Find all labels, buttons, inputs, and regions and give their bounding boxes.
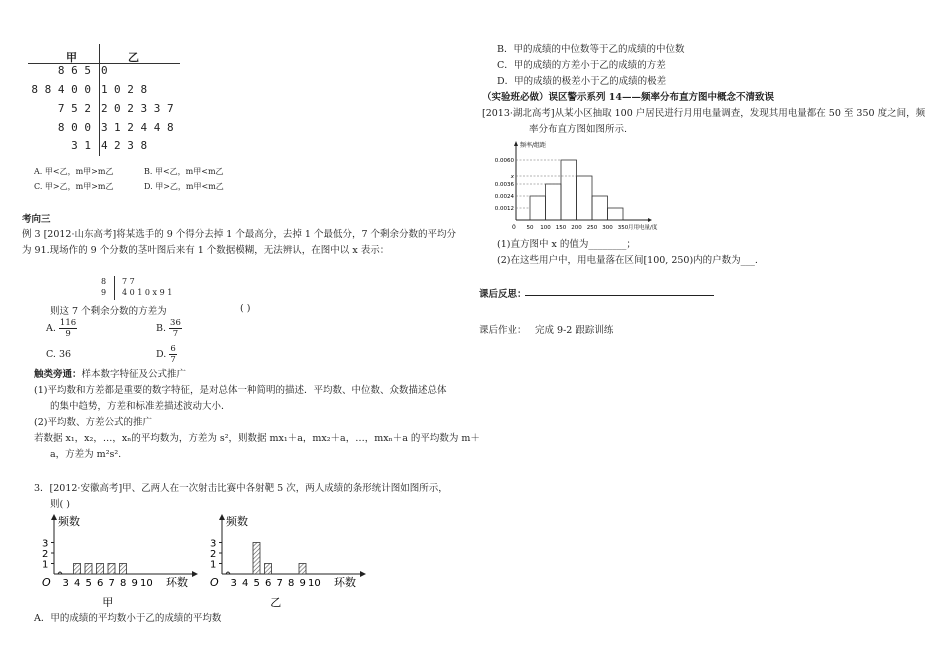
hist-bar-300-350 xyxy=(608,208,624,220)
sub-question-1: (1)直方图中 x 的值为________； xyxy=(497,239,636,250)
y-tick-label: 0.0012 xyxy=(494,206,514,212)
opt-b-den: 7 xyxy=(172,329,179,339)
x-tick-label: 150 xyxy=(555,225,567,231)
sub-question-2: (2)在这些用户中，用电量落在区间[100, 250)内的户数为___. xyxy=(497,255,758,266)
problem-line2: 率分布直方图如图所示. xyxy=(529,124,628,135)
y-tick-label: 1 xyxy=(210,559,217,571)
bar-4 xyxy=(74,564,81,575)
option-3b: B. $\frac{36}{7}$ xyxy=(156,318,181,339)
bar-5 xyxy=(253,543,260,575)
bar-6 xyxy=(97,564,104,575)
q3-option-b: B．甲的成绩的中位数等于乙的成绩的中位数 xyxy=(497,44,685,55)
reflection-label: 课后反思： xyxy=(479,289,527,300)
bar-9 xyxy=(299,564,306,575)
y-tick-label: 2 xyxy=(210,549,217,560)
ext1-line2: 的集中趋势，方差和标准差描述波动大小． xyxy=(50,401,231,412)
opt-d-den: 7 xyxy=(170,355,176,365)
stemleaf-stem: 1 xyxy=(101,83,108,96)
bar-7 xyxy=(108,564,115,575)
x-tick-label: 200 xyxy=(571,225,582,231)
chart-title: 频率/组距 xyxy=(520,142,547,149)
sl2-vline xyxy=(114,276,115,300)
sl2-leaves-2: 4 0 1 0 x 9 1 xyxy=(122,288,173,297)
x-axis-label: 环数 xyxy=(166,576,188,589)
hist-bar-250-300 xyxy=(592,196,608,220)
x-tick-label: 50 xyxy=(526,225,534,231)
y-axis-label: 频数 xyxy=(58,515,80,528)
x-tick-label: 4 xyxy=(242,578,249,589)
x-tick-label: 6 xyxy=(97,578,104,589)
stemleaf-right-leaves: 0 2 3 3 7 xyxy=(114,102,174,115)
chart-caption: 甲 xyxy=(102,596,114,607)
sl2-stem-1: 8 xyxy=(101,277,107,286)
y-tick-label: 3 xyxy=(210,538,217,550)
stemleaf-stem: 4 xyxy=(101,139,108,152)
y-axis-arrow xyxy=(51,514,57,520)
x-tick-label: 10 xyxy=(140,578,153,589)
bar-5 xyxy=(85,564,92,575)
q3-line2: 则( ) xyxy=(50,499,70,510)
opt-a-den: 9 xyxy=(65,329,71,339)
y-tick-label: 1 xyxy=(42,559,49,571)
x-tick-label: 6 xyxy=(265,578,272,589)
chart-caption: 乙 xyxy=(270,596,282,607)
electricity-histogram xyxy=(478,138,718,236)
homework-text: 完成 9-2 跟踪训练 xyxy=(535,325,614,336)
origin-label: O xyxy=(42,576,51,589)
x-tick-label: 9 xyxy=(131,578,138,589)
sl2-stem-2: 9 xyxy=(101,288,107,297)
stemleaf-right-leaves: 1 2 4 4 8 xyxy=(114,121,174,134)
option-1c: C. 甲>乙，m甲>m乙 xyxy=(34,182,114,191)
opt-b-num: 36 xyxy=(170,318,181,328)
reflection-line xyxy=(525,295,714,296)
y-tick-label: 3 xyxy=(42,538,49,550)
ext2-line1: 若数据 x₁，x₂，…，xₙ的平均数为，方差为 s²，则数据 mx₁＋a，mx₂＋a，…，mxₙ＋a 的平均数为 m＋ xyxy=(34,433,480,444)
shooting-chart-yi xyxy=(198,512,368,607)
ext1-line1: (1)平均数和方差都是重要的数字特征，是对总体一种简明的描述．平均数、中位数、众数描述总体 xyxy=(34,385,447,396)
y-axis-arrow xyxy=(514,141,518,146)
x-tick-label: 100 xyxy=(540,225,551,231)
extension-sub: 样本数字特征及公式推广 xyxy=(81,369,187,380)
extension-title: 触类旁通： xyxy=(34,369,82,380)
option-1b: B. 甲<乙，m甲<m乙 xyxy=(144,167,224,176)
option-3d: D. $\frac{6}{7}$ xyxy=(156,344,176,365)
x-tick-label: 8 xyxy=(288,578,295,589)
homework-label: 课后作业： xyxy=(479,325,527,336)
warning-title: （实验班必做）误区警示系列 14——频率分布直方图中概念不清致误 xyxy=(482,92,775,103)
x-tick-label: 7 xyxy=(276,578,283,589)
stemleaf-header-left: 甲 xyxy=(66,51,77,64)
origin-label: 0 xyxy=(512,224,516,231)
q3-option-a: A．甲的成绩的平均数小于乙的成绩的平均数 xyxy=(34,613,222,624)
y-axis-arrow xyxy=(219,514,225,520)
y-tick-label: 2 xyxy=(42,549,49,560)
stemleaf-vline xyxy=(99,44,100,156)
bar-6 xyxy=(265,564,272,575)
q3-line1: 3．[2012·安徽高考]甲、乙两人在一次射击比赛中各射靶 5 次，两人成绩的条形统计图如图所示， xyxy=(34,483,448,494)
opt-a-num: 116 xyxy=(59,318,77,328)
q3-option-c: C．甲的成绩的方差小于乙的成绩的方差 xyxy=(497,60,666,71)
x-tick-label: 7 xyxy=(108,578,115,589)
x-axis-arrow xyxy=(648,218,652,222)
x-axis-label: 月用电量/度 xyxy=(628,225,658,231)
bar-8 xyxy=(120,564,127,575)
hist-bar-150-200 xyxy=(561,160,577,220)
variance-question: 则这 7 个剩余分数的方差为 xyxy=(50,306,167,317)
x-tick-label: 4 xyxy=(74,578,81,589)
stemleaf-left-leaves: 3 1 xyxy=(71,139,91,152)
y-tick-label: 0.0036 xyxy=(494,182,514,188)
y-tick-label: x xyxy=(510,174,514,180)
stemleaf-stem: 0 xyxy=(101,64,108,77)
x-tick-label: 300 xyxy=(602,225,613,231)
hist-bar-200-250 xyxy=(577,176,593,220)
x-tick-label: 3 xyxy=(230,578,237,589)
ext2-line2: a，方差为 m²s². xyxy=(50,449,122,460)
option-3a: A. $\frac{116}{9}$ xyxy=(46,318,77,339)
x-tick-label: 5 xyxy=(253,578,260,589)
example3-line1: 例 3 [2012·山东高考]将某选手的 9 个得分去掉 1 个最高分，去掉 1 个最低分，7 个剩余分数的平均分 xyxy=(22,229,457,240)
x-tick-label: 10 xyxy=(308,578,321,589)
x-tick-label: 250 xyxy=(586,225,598,231)
option-1a: A. 甲<乙，m甲>m乙 xyxy=(34,167,114,176)
example3-line2: 为 91.现场作的 9 个分数的茎叶图后来有 1 个数据模糊，无法辨认，在图中以 x 表示： xyxy=(22,245,390,256)
x-axis-arrow xyxy=(360,571,366,577)
stemleaf-left-leaves: 8 6 5 xyxy=(57,64,91,77)
option-3c: C. 36 xyxy=(46,349,72,360)
x-axis-label: 环数 xyxy=(334,576,356,589)
hist-bar-50-100 xyxy=(530,196,546,220)
section-title: 考向三 xyxy=(22,214,51,225)
stemleaf-left-leaves: 8 0 0 xyxy=(57,121,91,134)
stemleaf-header-right: 乙 xyxy=(128,51,139,64)
stemleaf-stem: 2 xyxy=(101,102,108,115)
x-tick-label: 8 xyxy=(120,578,127,589)
extension-heading xyxy=(34,366,186,380)
ext2-title: (2)平均数、方差公式的推广 xyxy=(34,417,152,428)
opt-d-num: 6 xyxy=(170,344,176,354)
option-1d: D. 甲>乙，m甲<m乙 xyxy=(144,182,224,191)
y-tick-label: 0.0024 xyxy=(494,194,514,200)
origin-label: O xyxy=(210,576,219,589)
sl2-leaves-1: 7 7 xyxy=(122,277,135,286)
q3-option-d: D．甲的成绩的极差小于乙的成绩的极差 xyxy=(497,76,667,87)
hist-bar-100-150 xyxy=(546,184,562,220)
x-tick-label: 3 xyxy=(62,578,69,589)
x-tick-label: 350 xyxy=(617,225,629,231)
problem-line1: [2013·湖北高考]从某小区抽取 100 户居民进行月用电量调查，发现其用电量都在 50 至 350 度之间，频 xyxy=(482,108,926,119)
stemleaf-right-leaves: 2 3 8 xyxy=(114,139,148,152)
x-tick-label: 5 xyxy=(85,578,92,589)
y-axis-label: 频数 xyxy=(226,515,248,528)
y-tick-label: 0.0060 xyxy=(494,158,514,164)
stemleaf-stem: 3 xyxy=(101,121,108,134)
shooting-chart-jia xyxy=(30,512,200,607)
stemleaf-left-leaves: 7 5 2 xyxy=(57,102,91,115)
stemleaf-right-leaves: 0 2 8 xyxy=(114,83,148,96)
answer-paren: ( ) xyxy=(240,303,251,314)
stemleaf-left-leaves: 8 8 4 0 0 xyxy=(31,83,91,96)
x-tick-label: 9 xyxy=(299,578,306,589)
